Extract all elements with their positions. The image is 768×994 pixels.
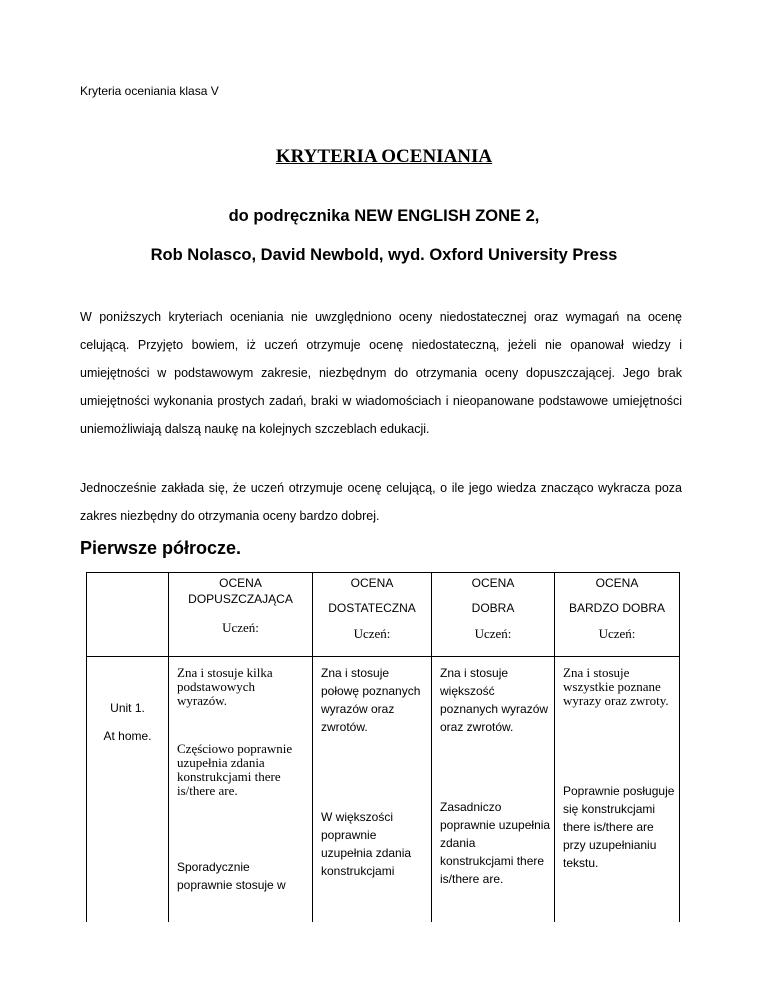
header-student: Uczeń: bbox=[353, 626, 391, 641]
header-grade: DOSTATECZNA bbox=[328, 601, 416, 615]
criteria-dobra-there-is: Zasadniczo poprawnie uzupełnia zdania konstrukcjami there is/there are. bbox=[440, 800, 551, 886]
note-paragraph: Jednocześnie zakłada się, że uczeń otrzymuje ocenę celującą, o ile jego wiedza znacząco wykracza poza zakres niezbędny do otrzymania oceny bardzo dobrej. bbox=[80, 481, 682, 523]
document-subtitle-authors: Rob Nolasco, David Newbold, wyd. Oxford University Press bbox=[150, 246, 618, 264]
header-cell-dobra bbox=[432, 575, 554, 642]
header-ocena: OCENA bbox=[350, 576, 394, 590]
header-student: Uczeń: bbox=[474, 626, 512, 641]
unit-number: Unit 1. bbox=[110, 701, 145, 715]
table-border-left bbox=[86, 572, 87, 922]
section-heading: Pierwsze półrocze. bbox=[80, 538, 242, 558]
criteria-dostateczna-vocabulary: Zna i stosuje połowę poznanych wyrazów oraz zwrotów. bbox=[321, 666, 421, 734]
criteria-dostateczna-there-is: W większości poprawnie uzupełnia zdania konstrukcjami bbox=[321, 810, 412, 878]
header-grade: BARDZO DOBRA bbox=[568, 601, 665, 615]
criteria-dobra-vocabulary: Zna i stosuje większość poznanych wyrazów oraz zwrotów. bbox=[440, 666, 549, 734]
document-title: KRYTERIA OCENIANIA bbox=[275, 146, 493, 167]
intro-paragraph: W poniższych kryteriach oceniania nie uwzględniono oceny niedostatecznej oraz wymagań na ocenę celującą. Przyjęto bowiem, iż uczeń otrzymuje ocenę niedostateczną, jeżeli nie opanował wiedzy i umiejętności w podstawowym zakresie, niezbędnym do otrzymania oceny dopuszczającej. Jego brak umiejętności wykonania prostych zadań, braki w wiadomościach i nieopanowane podstawowe umiejętności uniemożliwiają dalszą naukę na kolejnych szczeblach edukacji. bbox=[80, 310, 682, 436]
table-border-top bbox=[86, 572, 680, 573]
header-student: Uczeń: bbox=[222, 620, 259, 635]
header-grade: DOBRA bbox=[471, 601, 515, 615]
grading-table bbox=[86, 572, 680, 922]
table-header-separator bbox=[86, 656, 680, 657]
header-ocena: OCENA bbox=[471, 576, 515, 590]
criteria-dopuszczajaca-there-is: Częściowo poprawnie uzupełnia zdania konstrukcjami there is/there are. bbox=[177, 741, 293, 798]
header-student: Uczeń: bbox=[598, 626, 636, 641]
criteria-dopuszczajaca-usage: Sporadycznie poprawnie stosuje w bbox=[177, 860, 286, 892]
header-grade: DOPUSZCZAJĄCA bbox=[188, 592, 293, 606]
table-border-right bbox=[679, 572, 680, 922]
unit-name: At home. bbox=[103, 729, 152, 743]
header-cell-bardzo-dobra bbox=[555, 575, 679, 642]
criteria-bardzo-dobra-there-is: Poprawnie posługuje się konstrukcjami there is/there are przy uzupełnianiu tekstu. bbox=[563, 784, 675, 870]
criteria-bardzo-dobra-vocabulary: Zna i stosuje wszystkie poznane wyrazy oraz zwroty. bbox=[563, 665, 669, 708]
header-cell-dostateczna bbox=[313, 575, 431, 642]
running-header: Kryteria oceniania klasa V bbox=[80, 84, 219, 98]
header-ocena: OCENA bbox=[219, 576, 262, 590]
header-cell-dopuszczajaca bbox=[169, 575, 312, 636]
header-ocena: OCENA bbox=[595, 576, 639, 590]
document-subtitle-textbook: do podręcznika NEW ENGLISH ZONE 2, bbox=[228, 207, 540, 225]
criteria-dopuszczajaca-vocabulary: Zna i stosuje kilka podstawowych wyrazów. bbox=[177, 665, 273, 708]
